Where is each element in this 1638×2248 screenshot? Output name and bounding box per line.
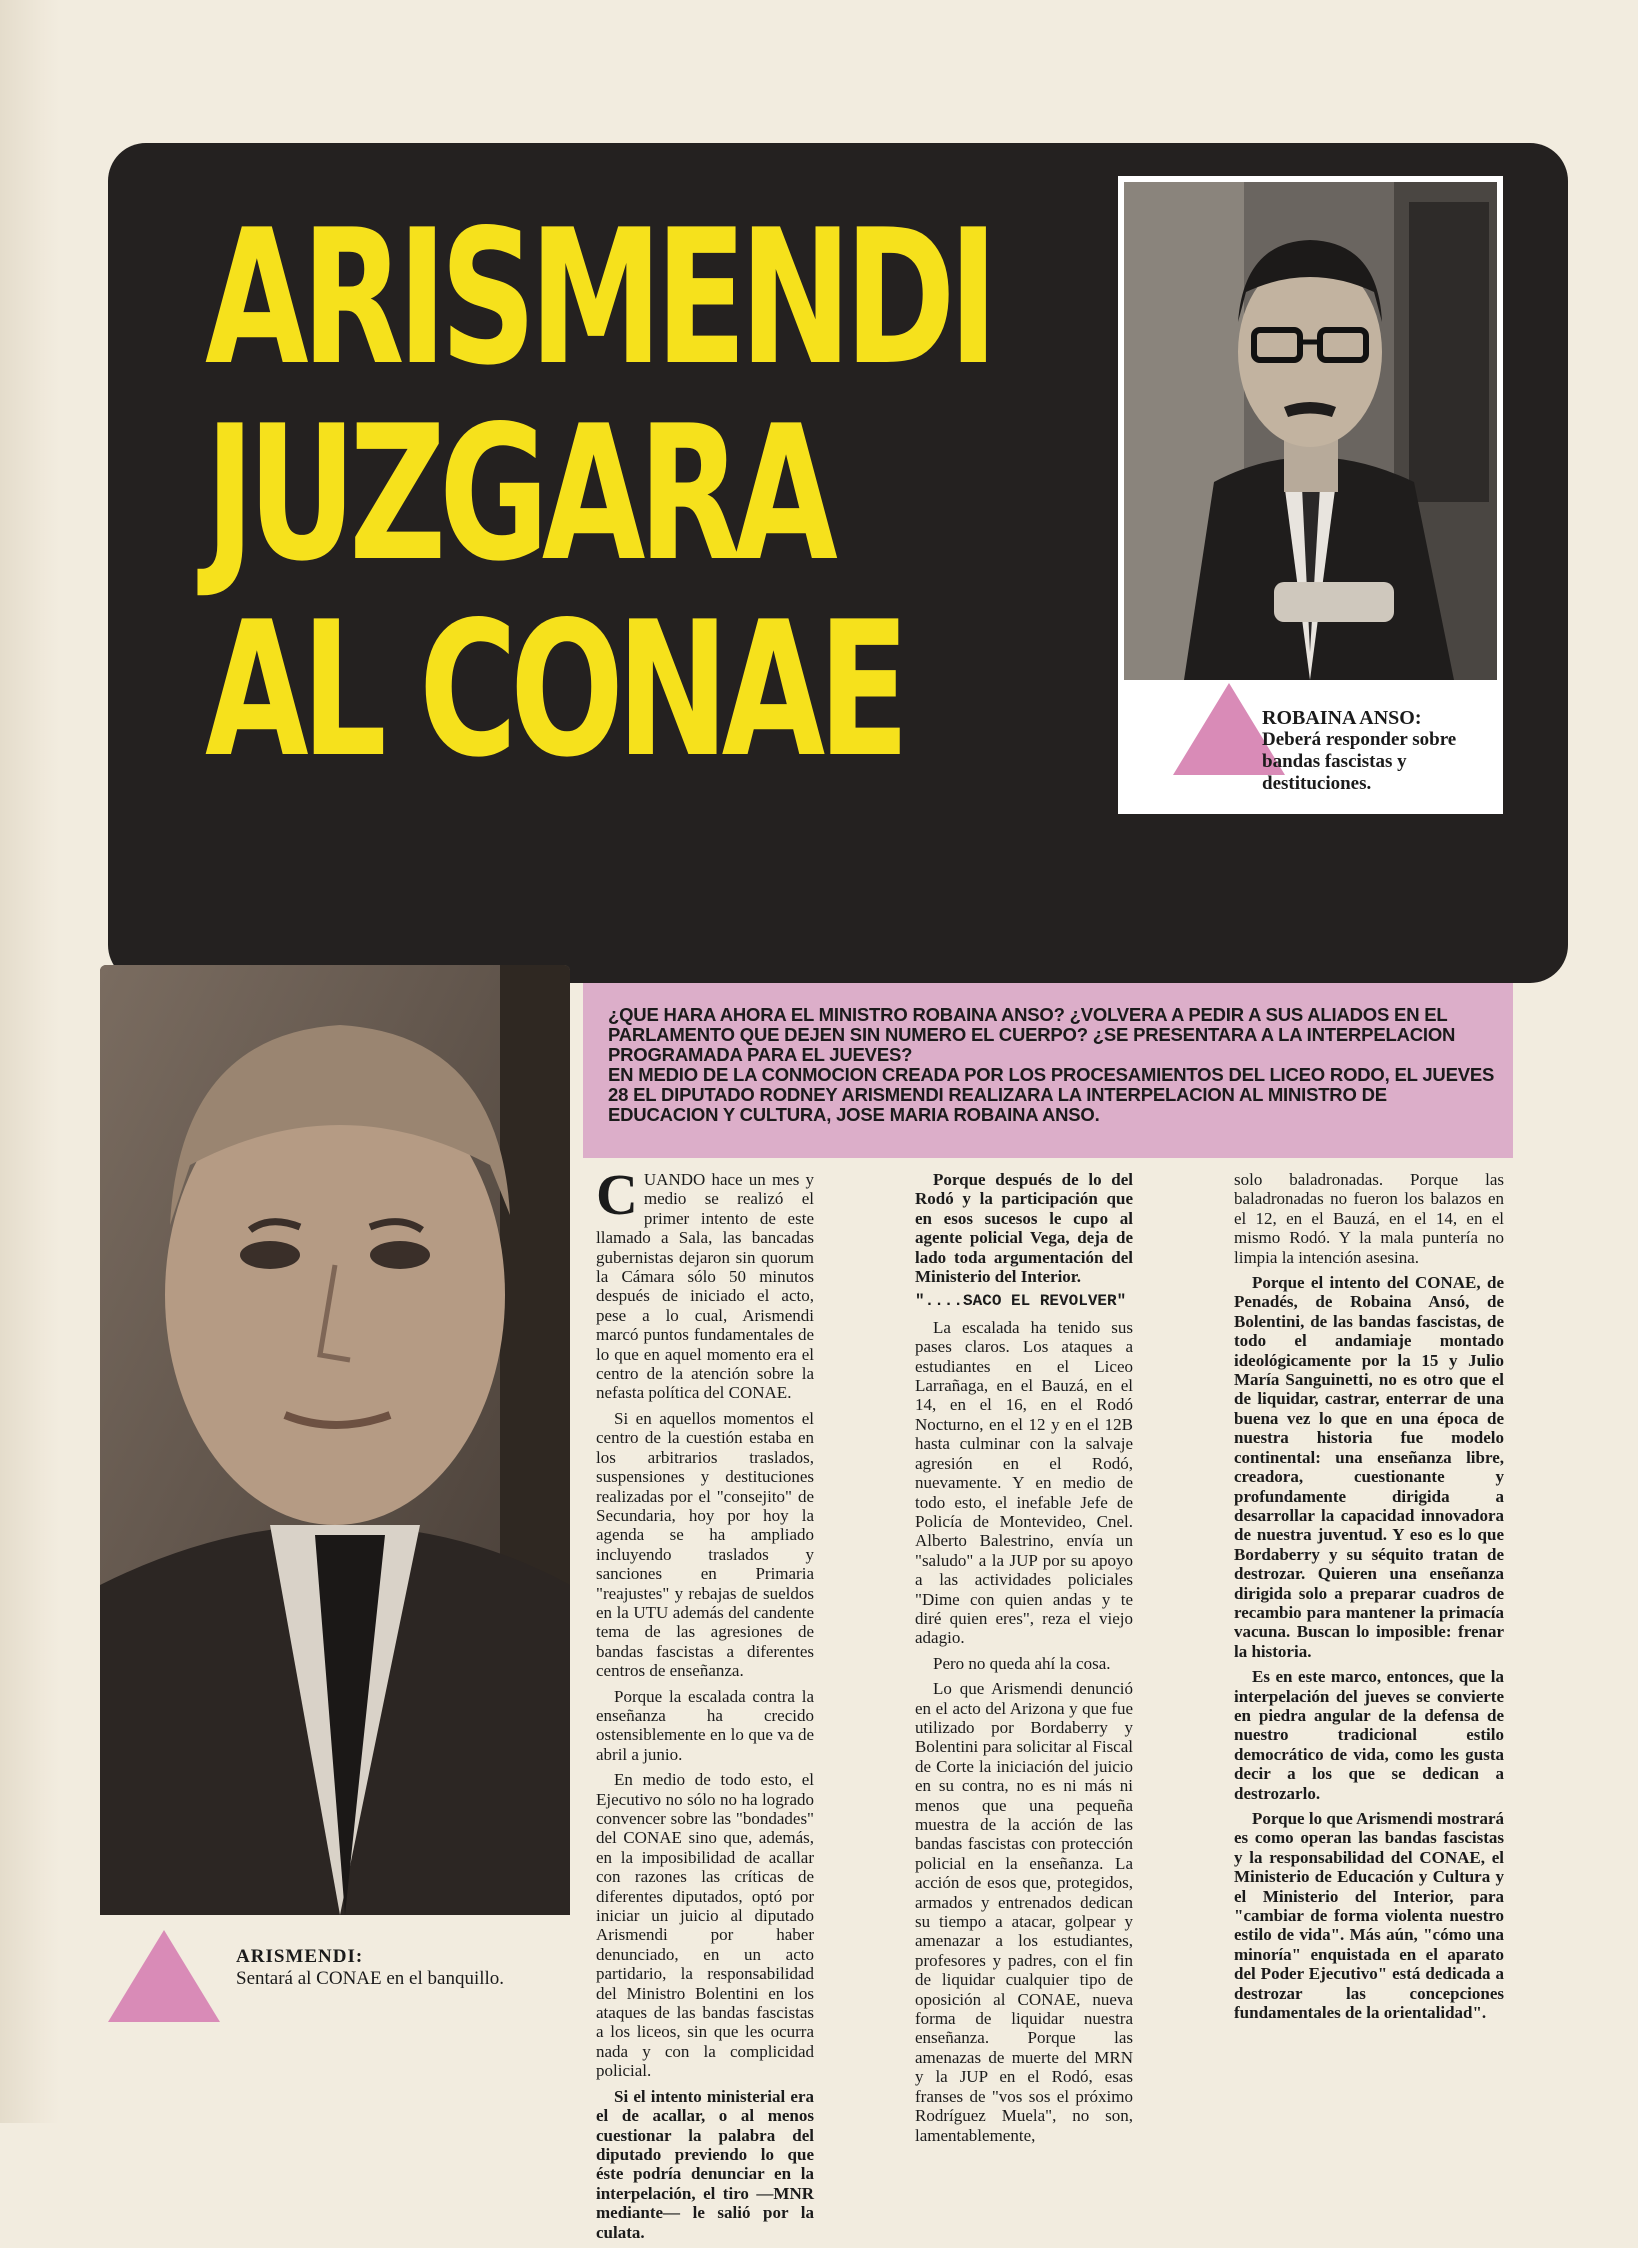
article-paragraph: Si en aquellos momentos el centro de la cuestión estaba en los arbitrarios traslados, suspensiones y destituciones realizadas por el "consejito" de Secundaria, hoy por hoy la agenda se ha ampliado incluyendo traslados y sanciones en Primaria "reajustes" y rebajas de sueldos en la UTU además del candente tema de las agresiones de bandas fascistas a diferentes centros de enseñanza. <box>596 1408 814 1681</box>
intro-box <box>583 983 1513 1158</box>
headline-line-2: JUZGARA <box>205 385 831 602</box>
article-paragraph: Porque el intento del CONAE, de Penadés, de Robaina Ansó, de Bolentini, de las bandas fascistas, de todo el andamiaje montado ideológicamente por la 15 y Julio María Sanguinetti, no es otro que el de liquidar, castrar, enterrar de una buena vez lo que en una época de nuestra historia fue modelo continental: una enseñanza libre, creadora, cuestionante y profundamente dirigida a desarrollar la capacidad innovadora de nuestra juventud. Y eso es lo que Bordaberry y su séquito tratan de destrozar. Quieren una enseñanza dirigida solo a preparar cuadros de recambio para mantener la primacía vacuna. Buscan lo imposible: frenar la historia. <box>1234 1273 1504 1661</box>
page-edge-shadow <box>0 0 60 2123</box>
article-paragraph: Pero no queda ahí la cosa. <box>933 1653 1111 1673</box>
caption-text: Sentará al CONAE en el banquillo. <box>236 1968 505 1989</box>
article-paragraph: CUANDO hace un mes y medio se realizó el primer intento de este llamado a Sala, las bancadas gubernistas dejaron sin quorum la Cámara sólo 50 minutos después de iniciado el acto, pese a lo cual, Arismendi marcó puntos fundamentales de lo que en aquel momento era el centro de la atención sobre la nefasta política del CONAE. <box>596 1162 814 1403</box>
article-paragraph: Porque lo que Arismendi mostrará es como operan las bandas fascistas y la responsabilidad del CONAE, el Ministerio de Educación y Cultura y el Ministerio del Interior, para "cambiar de forma violenta nuestro estilo de vida". Más aún, "cómo una minoría" enquistada en el aparato del Poder Ejecutivo" está dedicada a destrozar las concepciones fundamentales de la orientalidad". <box>1234 1809 1504 2023</box>
caption-name: ARISMENDI: <box>236 1946 364 1967</box>
intro-questions: ¿QUE HARA AHORA EL MINISTRO ROBAINA ANSO? ¿VOLVERA A PEDIR A SUS ALIADOS EN EL PARLAMENTO QUE DEJEN SIN NUMERO EL CUERPO? ¿SE PRESENTARA A LA INTERPELACION PROGRAMADA PARA EL JUEVES? <box>608 1004 1456 1065</box>
intro-summary: EN MEDIO DE LA CONMOCION CREADA POR LOS PROCESAMIENTOS DEL LICEO RODO, EL JUEVES 28 EL DIPUTADO RODNEY ARISMENDI REALIZARA LA INTERPELACION AL MINISTRO DE EDUCACION Y CULTURA, JOSE MARIA ROBAINA ANSO. <box>608 1064 1495 1125</box>
article-subhead: "....SACO EL REVOLVER" <box>915 1292 1127 1311</box>
article-paragraph: Lo que Arismendi denunció en el acto del Arizona y que fue utilizado por Bordaberry y Bolentini para solicitar al Fiscal de Corte la iniciación del juicio en su contra, no es ni más ni menos que una pequeña muestra de la acción de las bandas fascistas con protección policial en la enseñanza. La acción de esos que, protegidos, armados y entrenados dedican su tiempo a atacar, golpear y amenazar a los estudiantes, profesores y padres, con el fin de liquidar cualquier tipo de oposición al CONAE, nueva forma de liquidar nuestra enseñanza. Porque las amenazas de muerte del MRN y la JUP en el Rodó, esas franses de "vos sos el próximo Rodríguez Muela", no son, lamentablemente, <box>915 1679 1133 2145</box>
photo-arismendi <box>100 965 570 1915</box>
caption-name: ROBAINA ANSO: <box>1262 707 1422 729</box>
portrait-man-tie-illustration <box>100 965 570 1915</box>
article-column-3 <box>1234 1170 1504 2028</box>
caption-arismendi <box>236 1946 576 1990</box>
article-paragraph: Es en este marco, entonces, que la interpelación del jueves se convierte en piedra angular de la defensa de nuestro tradicional estilo democrático de vida, como les gusta decir a los que se dedican a destrozarlo. <box>1234 1667 1504 1803</box>
caption-text: Deberá responder sobre bandas fascistas y destituciones. <box>1262 729 1457 794</box>
caption-robaina-anso <box>1262 707 1502 795</box>
headline-line-1: ARISMENDI <box>205 189 992 406</box>
drop-cap: C <box>596 1162 638 1227</box>
photo-robaina-anso <box>1118 176 1503 686</box>
headline <box>205 189 992 798</box>
article-paragraph: solo baladronadas. Porque las baladronadas no fueron los balazos en el 12, en el Bauzá, en el 14, en el mismo Rodó. Y la mala puntería no limpia la intención asesina. <box>1234 1170 1504 1267</box>
article-paragraph: Porque la escalada contra la enseñanza ha crecido ostensiblemente en lo que va de abril a junio. <box>596 1686 814 1764</box>
portrait-man-glasses-illustration <box>1124 182 1497 680</box>
article-paragraph: Si el intento ministerial era el de acallar, o al menos cuestionar la palabra del diputado previendo lo que éste podría denunciar en la interpelación, el tiro —MNR mediante— le salió por la culata. <box>596 2086 814 2242</box>
article-column-1 <box>596 1162 814 2248</box>
article-paragraph: La escalada ha tenido sus pases claros. Los ataques a estudiantes en el Liceo Larrañaga, en el Bauzá, en el 14, en el 16, en el Rodó Nocturno, en el 12 y en el 12B hasta culminar con la salvaje agresión en el Rodó, nuevamente. Y en medio de todo esto, el inefable Jefe de Policía de Montevideo, Cnel. Alberto Balestrino, envía un "saludo" a la JUP por su apoyo a las actividades policiales "Dime con quien andas y te diré quien eres", reza el viejo adagio. <box>915 1317 1133 1648</box>
article-paragraph: Porque después de lo del Rodó y la participación que en esos sucesos le cupo al agente policial Vega, deja de lado toda argumentación del Ministerio del Interior. <box>915 1170 1133 1287</box>
headline-line-3: AL CONAE <box>205 581 903 798</box>
article-column-2 <box>915 1170 1133 2151</box>
triangle-marker-icon <box>108 1930 220 2022</box>
article-paragraph: En medio de todo esto, el Ejecutivo no sólo no ha logrado convencer sobre las "bondades" del CONAE sino que, además, en la imposibilidad de acallar con razones las críticas de diferentes diputados, optó por iniciar un juicio al diputado Arismendi por haber denunciado, en un acto partidario, la responsabilidad del Ministro Bolentini en los ataques de las bandas fascistas a los liceos, sin que les ocurra nada y con la complicidad policial. <box>596 1770 814 2081</box>
